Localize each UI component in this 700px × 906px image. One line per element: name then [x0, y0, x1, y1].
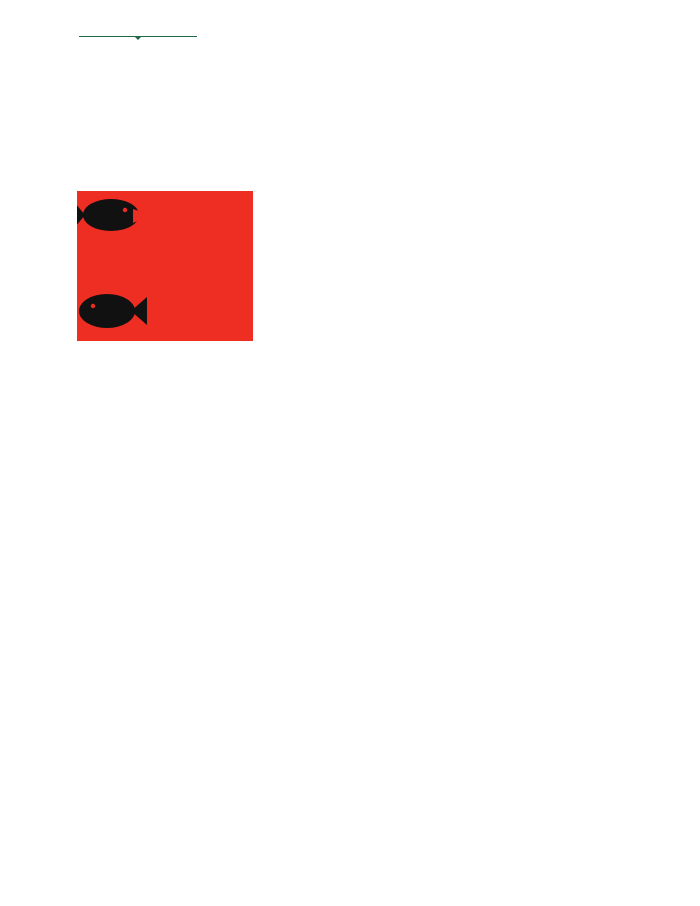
- insead-logo: [58, 30, 218, 46]
- fish-illustration: [77, 191, 253, 341]
- footer: [61, 697, 641, 706]
- logo-rule: [79, 32, 197, 42]
